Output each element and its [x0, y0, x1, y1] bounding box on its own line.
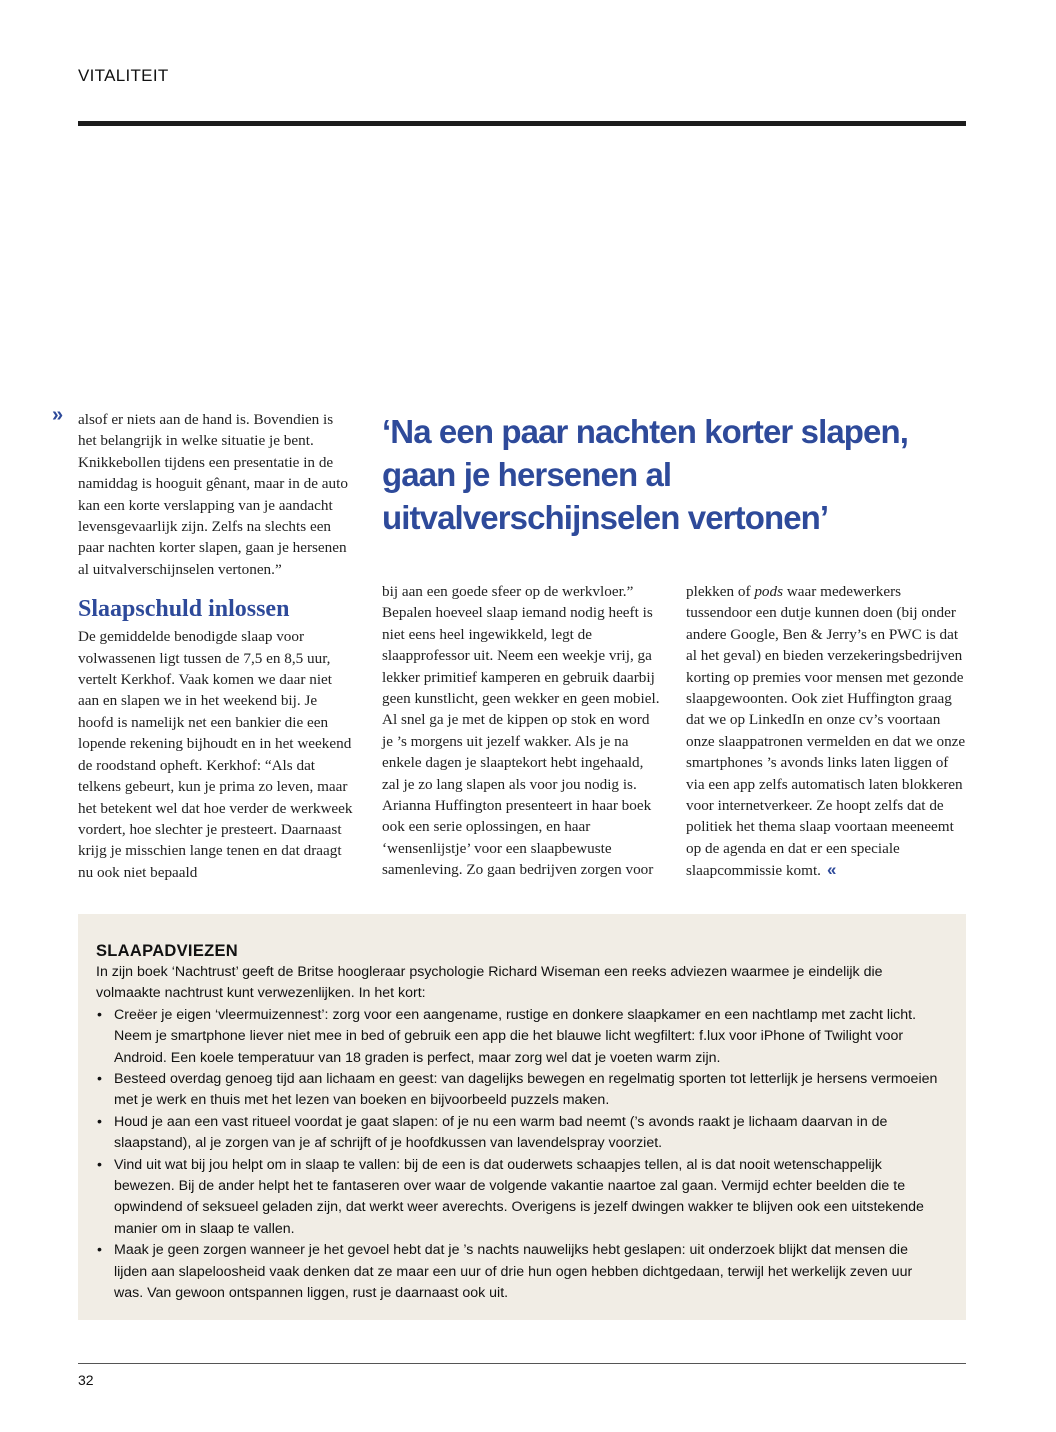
- bottom-divider: [78, 1363, 966, 1364]
- bullet-icon: •: [97, 1113, 102, 1130]
- text-run: waar medewerkers tussendoor een dutje kunnen doen (bij onder andere Google, Ben & Jerry’s en PWC is dat al het geval) en bieden verzekeringsbedrijven korting op premies voor mensen met gezonde slaapgewoonten. Ook ziet Huffington graag dat we op LinkedIn en onze cv’s voortaan onze slaappatronen vermelden en dat we onze smartphones ’s avonds links laten liggen of via een app zelfs automatisch laten blokkeren voor internetverkeer. Ze hoopt zelfs dat de politiek het thema slaap voortaan meeneemt op de agenda en dat er een speciale slaapcommissie komt.: [686, 583, 966, 880]
- list-item: [96, 1155, 942, 1241]
- article-column-3: [686, 581, 966, 882]
- bullet-icon: •: [97, 1006, 102, 1023]
- list-item-text: Besteed overdag genoeg tijd aan lichaam en geest: van dagelijks bewegen en regelmatig sporten tot letterlijk je hersens vermoeien met je werk en thuis met het lezen van boeken en bijvoorbeeld puzzels maken.: [114, 1071, 938, 1109]
- italic-term: pods: [754, 583, 784, 600]
- article-subheading: Slaapschuld inlossen: [78, 596, 290, 623]
- article-column-1: [78, 409, 354, 883]
- list-item-text: Creëer je eigen ‘vleermuizennest’: zorg voor een aangename, rustige en donkere slaapkamer en een nachtlamp met zacht licht. Neem je smartphone liever niet mee in bed of gebruik een app die het blauwe licht wegfiltert: f.lux voor iPhone of Twilight voor Android. Een koele temperatuur van 18 graden is perfect, maar zorg wel dat je voeten warm zijn.: [114, 1006, 917, 1066]
- top-divider: [78, 121, 966, 126]
- article-paragraph: [686, 581, 966, 882]
- list-item: [96, 1005, 942, 1069]
- article-column-2: [382, 581, 662, 881]
- bullet-icon: •: [97, 1071, 102, 1088]
- advice-list: [96, 1005, 942, 1305]
- box-title: SLAAPADVIEZEN: [96, 942, 239, 960]
- list-item-text: Maak je geen zorgen wanneer je het gevoel hebt dat je ’s nachts nauwelijks hebt geslapen: uit onderzoek blijkt dat mensen die lijden aan slapeloosheid vaak denken dat ze maar een uur of drie hun ogen hebben dichtgedaan, terwijl het werkelijk zeven uur was. Van gewoon ontspannen liggen, rust je daarnaast ook uit.: [114, 1242, 913, 1302]
- section-label: VITALITEIT: [78, 66, 169, 85]
- article-end-marker: «: [826, 860, 837, 880]
- article-continue-marker: »: [52, 404, 64, 426]
- box-intro: In zijn boek ‘Nachtrust’ geeft de Britse hoogleraar psychologie Richard Wiseman een reeks adviezen waarmee je eindelijk die volmaakte nachtrust kunt verwezenlijken. In het kort:: [96, 964, 883, 1002]
- article-paragraph: Arianna Huffington presenteert in haar boek ook een serie oplossingen, en haar ‘wensenlijstje’ voor een slaapbewuste samenleving. Zo gaan bedrijven zorgen voor: [382, 797, 654, 879]
- sleep-advice-box: [78, 914, 966, 1320]
- list-item: [96, 1069, 942, 1112]
- pull-quote: ‘Na een paar nachten korter slapen, gaan je hersenen al uitvalverschijnselen vertonen’: [382, 413, 909, 536]
- list-item: [96, 1112, 942, 1155]
- list-item: [96, 1240, 942, 1304]
- text-run: plekken of: [686, 583, 755, 600]
- list-item-text: Houd je aan een vast ritueel voordat je gaat slapen: of je nu een warm bad neemt (’s avonds raakt je lichaam daarvan in de slaapstand), al je zorgen van je af schrijft of je hoofdkussen van lavendelspray voorziet.: [114, 1113, 888, 1152]
- bullet-icon: •: [97, 1242, 102, 1259]
- list-item-text: Vind uit wat bij jou helpt om in slaap te vallen: bij de een is dat ouderwets schaapjes tellen, al is dat nooit wetenschappelijk bewezen. Bij de ander helpt het te fantaseren over waar de volgende vakantie naartoe zal gaan. Vermijd echter beelden die te opwindend of seksueel geladen zijn, dat werkt weer averechts. Overigens is jezelf dwingen wakker te blijven ook een uitstekende manier om in slaap te vallen.: [114, 1156, 924, 1237]
- bullet-icon: •: [97, 1156, 102, 1173]
- article-paragraph: De gemiddelde benodigde slaap voor volwassenen ligt tussen de 7,5 en 8,5 uur, vertelt Kerkhof. Vaak komen we daar niet aan en slapen we in het weekend bij. Je hoofd is namelijk net een bankier die een lopende rekening bijhoudt en in het weekend de roodstand opheft. Kerkhof: “Als dat telkens gebeurt, kun je prima zo leven, maar het betekent wel dat hoe verder de werkweek vordert, hoe slechter je presteert. Daarnaast krijg je misschien lange tenen en dat draagt nu ook niet bepaald: [78, 628, 353, 881]
- article-paragraph: alsof er niets aan de hand is. Bovendien is het belangrijk in welke situatie je bent. Knikkebollen tijdens een presentatie in de namiddag is hooguit gênant, maar in de auto kan een korte verslapping van je aandacht levensgevaarlijk zijn. Zelfs na slechts een paar nachten korter slapen, gaan je hersenen al uitvalverschijnselen vertonen.”: [78, 411, 348, 578]
- page-number: 32: [78, 1372, 94, 1388]
- article-paragraph: bij aan een goede sfeer op de werkvloer.” Bepalen hoeveel slaap iemand nodig heeft is niet eens heel ingewikkeld, legt de slaapprofessor uit. Neem een weekje vrij, ga lekker primitief kamperen en gebruik daarbij geen kunstlicht, geen wekker en geen mobiel. Al snel ga je met de kippen op stok en word je ’s morgens uit jezelf wakker. Als je na enkele dagen je slaaptekort hebt ingehaald, zal je zo lang slapen als voor jou nodig is.: [382, 583, 660, 793]
